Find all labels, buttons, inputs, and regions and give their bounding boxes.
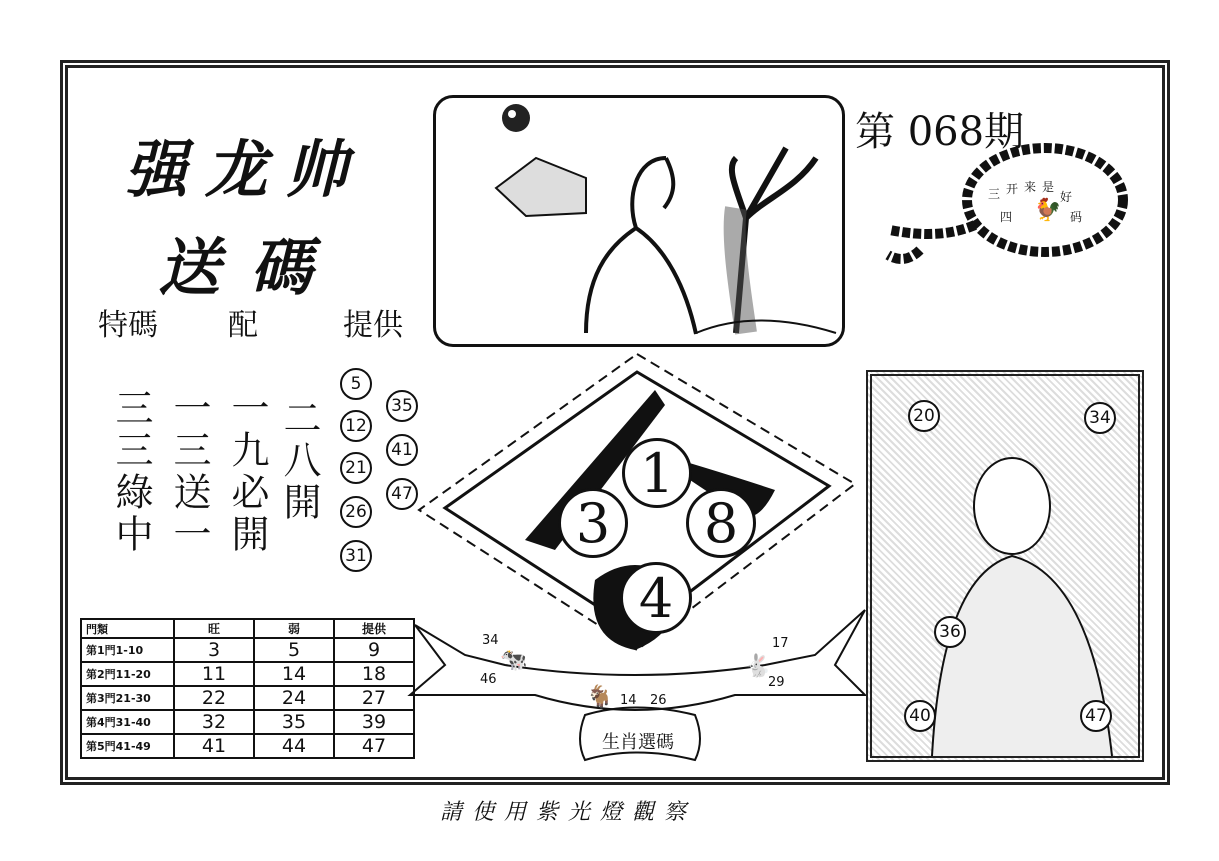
buddha-number: 34 bbox=[1084, 402, 1116, 434]
circle-number: 12 bbox=[340, 410, 372, 442]
buddha-number: 20 bbox=[908, 400, 940, 432]
verse-1: 三三綠中 bbox=[109, 388, 153, 556]
door-table bbox=[80, 618, 415, 759]
table-cell: 47 bbox=[334, 734, 414, 758]
table-cell: 3 bbox=[174, 638, 254, 662]
verse-4: 二八開 bbox=[277, 398, 321, 524]
label-special-code: 特碼 bbox=[98, 308, 158, 343]
zodiac-number: 34 bbox=[482, 633, 499, 648]
table-cell: 11 bbox=[174, 662, 254, 686]
table-cell: 18 bbox=[334, 662, 414, 686]
table-row bbox=[81, 734, 414, 758]
buddha-number: 47 bbox=[1080, 700, 1112, 732]
goat-icon: 🐐 bbox=[586, 685, 614, 710]
circle-number: 26 bbox=[340, 496, 372, 528]
table-cell: 第1門1-10 bbox=[81, 638, 174, 662]
table-header: 旺 bbox=[174, 619, 254, 638]
label-match: 配 bbox=[228, 308, 258, 343]
circle-number: 35 bbox=[386, 390, 418, 422]
table-header: 弱 bbox=[254, 619, 334, 638]
table-row bbox=[81, 662, 414, 686]
period-number: 第 068期 bbox=[855, 109, 1025, 155]
rabbit-icon: 🐇 bbox=[744, 654, 772, 679]
rosary-char: 开 bbox=[1006, 182, 1019, 196]
table-cell: 5 bbox=[254, 638, 334, 662]
table-cell: 第4門31-40 bbox=[81, 710, 174, 734]
diamond-number: 1 bbox=[622, 438, 692, 508]
verse-3: 一九必開 bbox=[225, 388, 269, 556]
rosary-char: 好 bbox=[1060, 190, 1073, 204]
title-line2: 送碼 bbox=[158, 231, 343, 304]
table-cell: 第2門11-20 bbox=[81, 662, 174, 686]
title-line1: 强龙帅 bbox=[125, 133, 366, 206]
table-header: 門類 bbox=[81, 619, 174, 638]
ox-icon: 🐄 bbox=[500, 648, 528, 673]
rosary-char: 码 bbox=[1070, 210, 1083, 224]
footer-note: 請使用紫光燈觀察 bbox=[440, 800, 697, 825]
buddha-number: 40 bbox=[904, 700, 936, 732]
table-cell: 24 bbox=[254, 686, 334, 710]
zodiac-number: 46 bbox=[480, 672, 497, 687]
diamond-number: 3 bbox=[558, 488, 628, 558]
horse-tree-drawing bbox=[436, 98, 842, 344]
horse-tree-illustration bbox=[433, 95, 845, 347]
zodiac-number: 26 bbox=[650, 693, 667, 708]
verse-2: 一三送一 bbox=[167, 388, 211, 556]
zodiac-number: 17 bbox=[772, 636, 789, 651]
table-cell: 14 bbox=[254, 662, 334, 686]
table-cell: 22 bbox=[174, 686, 254, 710]
table-cell: 35 bbox=[254, 710, 334, 734]
rooster-icon: 🐓 bbox=[1034, 198, 1062, 223]
rosary-char: 是 bbox=[1042, 180, 1055, 194]
rosary-char: 来 bbox=[1024, 180, 1037, 194]
table-header: 提供 bbox=[334, 619, 414, 638]
rosary-char: 四 bbox=[1000, 210, 1013, 224]
label-provided: 提供 bbox=[343, 308, 403, 343]
rosary-char: 三 bbox=[988, 187, 1001, 201]
table-cell: 44 bbox=[254, 734, 334, 758]
zodiac-banner-label: 生肖選碼 bbox=[602, 732, 674, 753]
table-cell: 27 bbox=[334, 686, 414, 710]
zodiac-number: 14 bbox=[620, 693, 637, 708]
circle-number: 31 bbox=[340, 540, 372, 572]
table-cell: 41 bbox=[174, 734, 254, 758]
diamond-number: 4 bbox=[620, 562, 692, 634]
circle-number: 41 bbox=[386, 434, 418, 466]
circle-number: 5 bbox=[340, 368, 372, 400]
zodiac-number: 29 bbox=[768, 675, 785, 690]
table-cell: 9 bbox=[334, 638, 414, 662]
table-row bbox=[81, 710, 414, 734]
diamond-number: 8 bbox=[686, 488, 756, 558]
circle-number: 21 bbox=[340, 452, 372, 484]
table-cell: 第5門41-49 bbox=[81, 734, 174, 758]
buddha-number: 36 bbox=[934, 616, 966, 648]
table-header-row bbox=[81, 619, 414, 638]
table-cell: 39 bbox=[334, 710, 414, 734]
table-cell: 32 bbox=[174, 710, 254, 734]
circle-number: 47 bbox=[386, 478, 418, 510]
table-row bbox=[81, 686, 414, 710]
table-cell: 第3門21-30 bbox=[81, 686, 174, 710]
table-row bbox=[81, 638, 414, 662]
